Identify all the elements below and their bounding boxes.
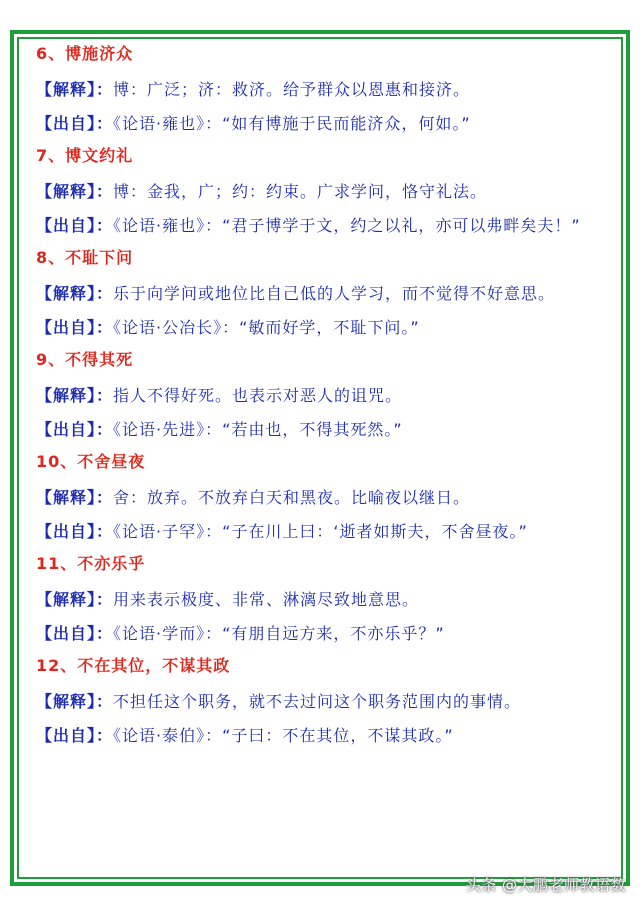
idiom-entry-8 (36, 246, 606, 342)
explain-text: 不担任这个职务，就不去过问这个职务范围内的事情。 (113, 692, 522, 711)
watermark: 头条 @大鹏老师教语数 (465, 876, 626, 894)
idiom-title: 12、不在其位，不谋其政 (36, 656, 231, 675)
explain-text: 指人不得好死。也表示对恶人的诅咒。 (113, 386, 403, 405)
source-line (36, 722, 606, 750)
idiom-title: 7、博文约礼 (36, 146, 134, 165)
explain-text: 乐于向学问或地位比自己低的人学习，而不觉得不好意思。 (113, 284, 556, 303)
explain-line (36, 484, 606, 512)
source-line (36, 620, 606, 648)
source-tag: 【出自】： (36, 624, 114, 643)
explain-tag: 【解释】： (36, 692, 114, 711)
explain-tag: 【解释】： (36, 80, 114, 99)
source-text: 《论语·雍也》：“君子博学于文，约之以礼，亦可以弗畔矣夫！” (113, 216, 581, 235)
idiom-entry-10 (36, 450, 606, 546)
source-line (36, 212, 606, 240)
explain-text: 博：广泛；济：救济。给予群众以恩惠和接济。 (113, 80, 471, 99)
idiom-title: 11、不亦乐乎 (36, 554, 146, 573)
explain-line (36, 280, 606, 308)
explain-line (36, 382, 606, 410)
idiom-title: 8、不耻下问 (36, 248, 134, 267)
explain-tag: 【解释】： (36, 386, 114, 405)
source-text: 《论语·公冶长》：“敏而好学，不耻下问。” (113, 318, 420, 337)
source-tag: 【出自】： (36, 522, 114, 541)
source-text: 《论语·学而》：“有朋自远方来，不亦乐乎？” (113, 624, 445, 643)
explain-tag: 【解释】： (36, 488, 114, 507)
idiom-title: 9、不得其死 (36, 350, 134, 369)
source-text: 《论语·泰伯》：“子曰：不在其位，不谋其政。” (113, 726, 454, 745)
idiom-entry-6 (36, 42, 606, 138)
explain-text: 博：金我，广；约：约束。广求学问，恪守礼法。 (113, 182, 488, 201)
explain-tag: 【解释】： (36, 284, 114, 303)
idiom-title: 6、博施济众 (36, 44, 134, 63)
idiom-entry-7 (36, 144, 606, 240)
source-tag: 【出自】： (36, 420, 114, 439)
source-line (36, 518, 606, 546)
idiom-entry-9 (36, 348, 606, 444)
source-text: 《论语·雍也》：“如有博施于民而能济众，何如。” (113, 114, 471, 133)
idiom-entry-11 (36, 552, 606, 648)
source-text: 《论语·子罕》：“子在川上曰：‘逝者如斯夫，不舍昼夜。” (113, 522, 528, 541)
source-tag: 【出自】： (36, 114, 114, 133)
idiom-entry-12 (36, 654, 606, 750)
source-line (36, 314, 606, 342)
idiom-title: 10、不舍昼夜 (36, 452, 146, 471)
explain-text: 用来表示极度、非常、淋漓尽致地意思。 (113, 590, 420, 609)
explain-tag: 【解释】： (36, 182, 114, 201)
source-tag: 【出自】： (36, 318, 114, 337)
explain-text: 舍：放弃。不放弃白天和黑夜。比喻夜以继日。 (113, 488, 471, 507)
explain-line (36, 586, 606, 614)
source-tag: 【出自】： (36, 216, 114, 235)
source-line (36, 110, 606, 138)
idiom-list (36, 42, 606, 756)
source-tag: 【出自】： (36, 726, 114, 745)
explain-line (36, 688, 606, 716)
source-line (36, 416, 606, 444)
source-text: 《论语·先进》：“若由也，不得其死然。” (113, 420, 403, 439)
explain-tag: 【解释】： (36, 590, 114, 609)
explain-line (36, 76, 606, 104)
explain-line (36, 178, 606, 206)
